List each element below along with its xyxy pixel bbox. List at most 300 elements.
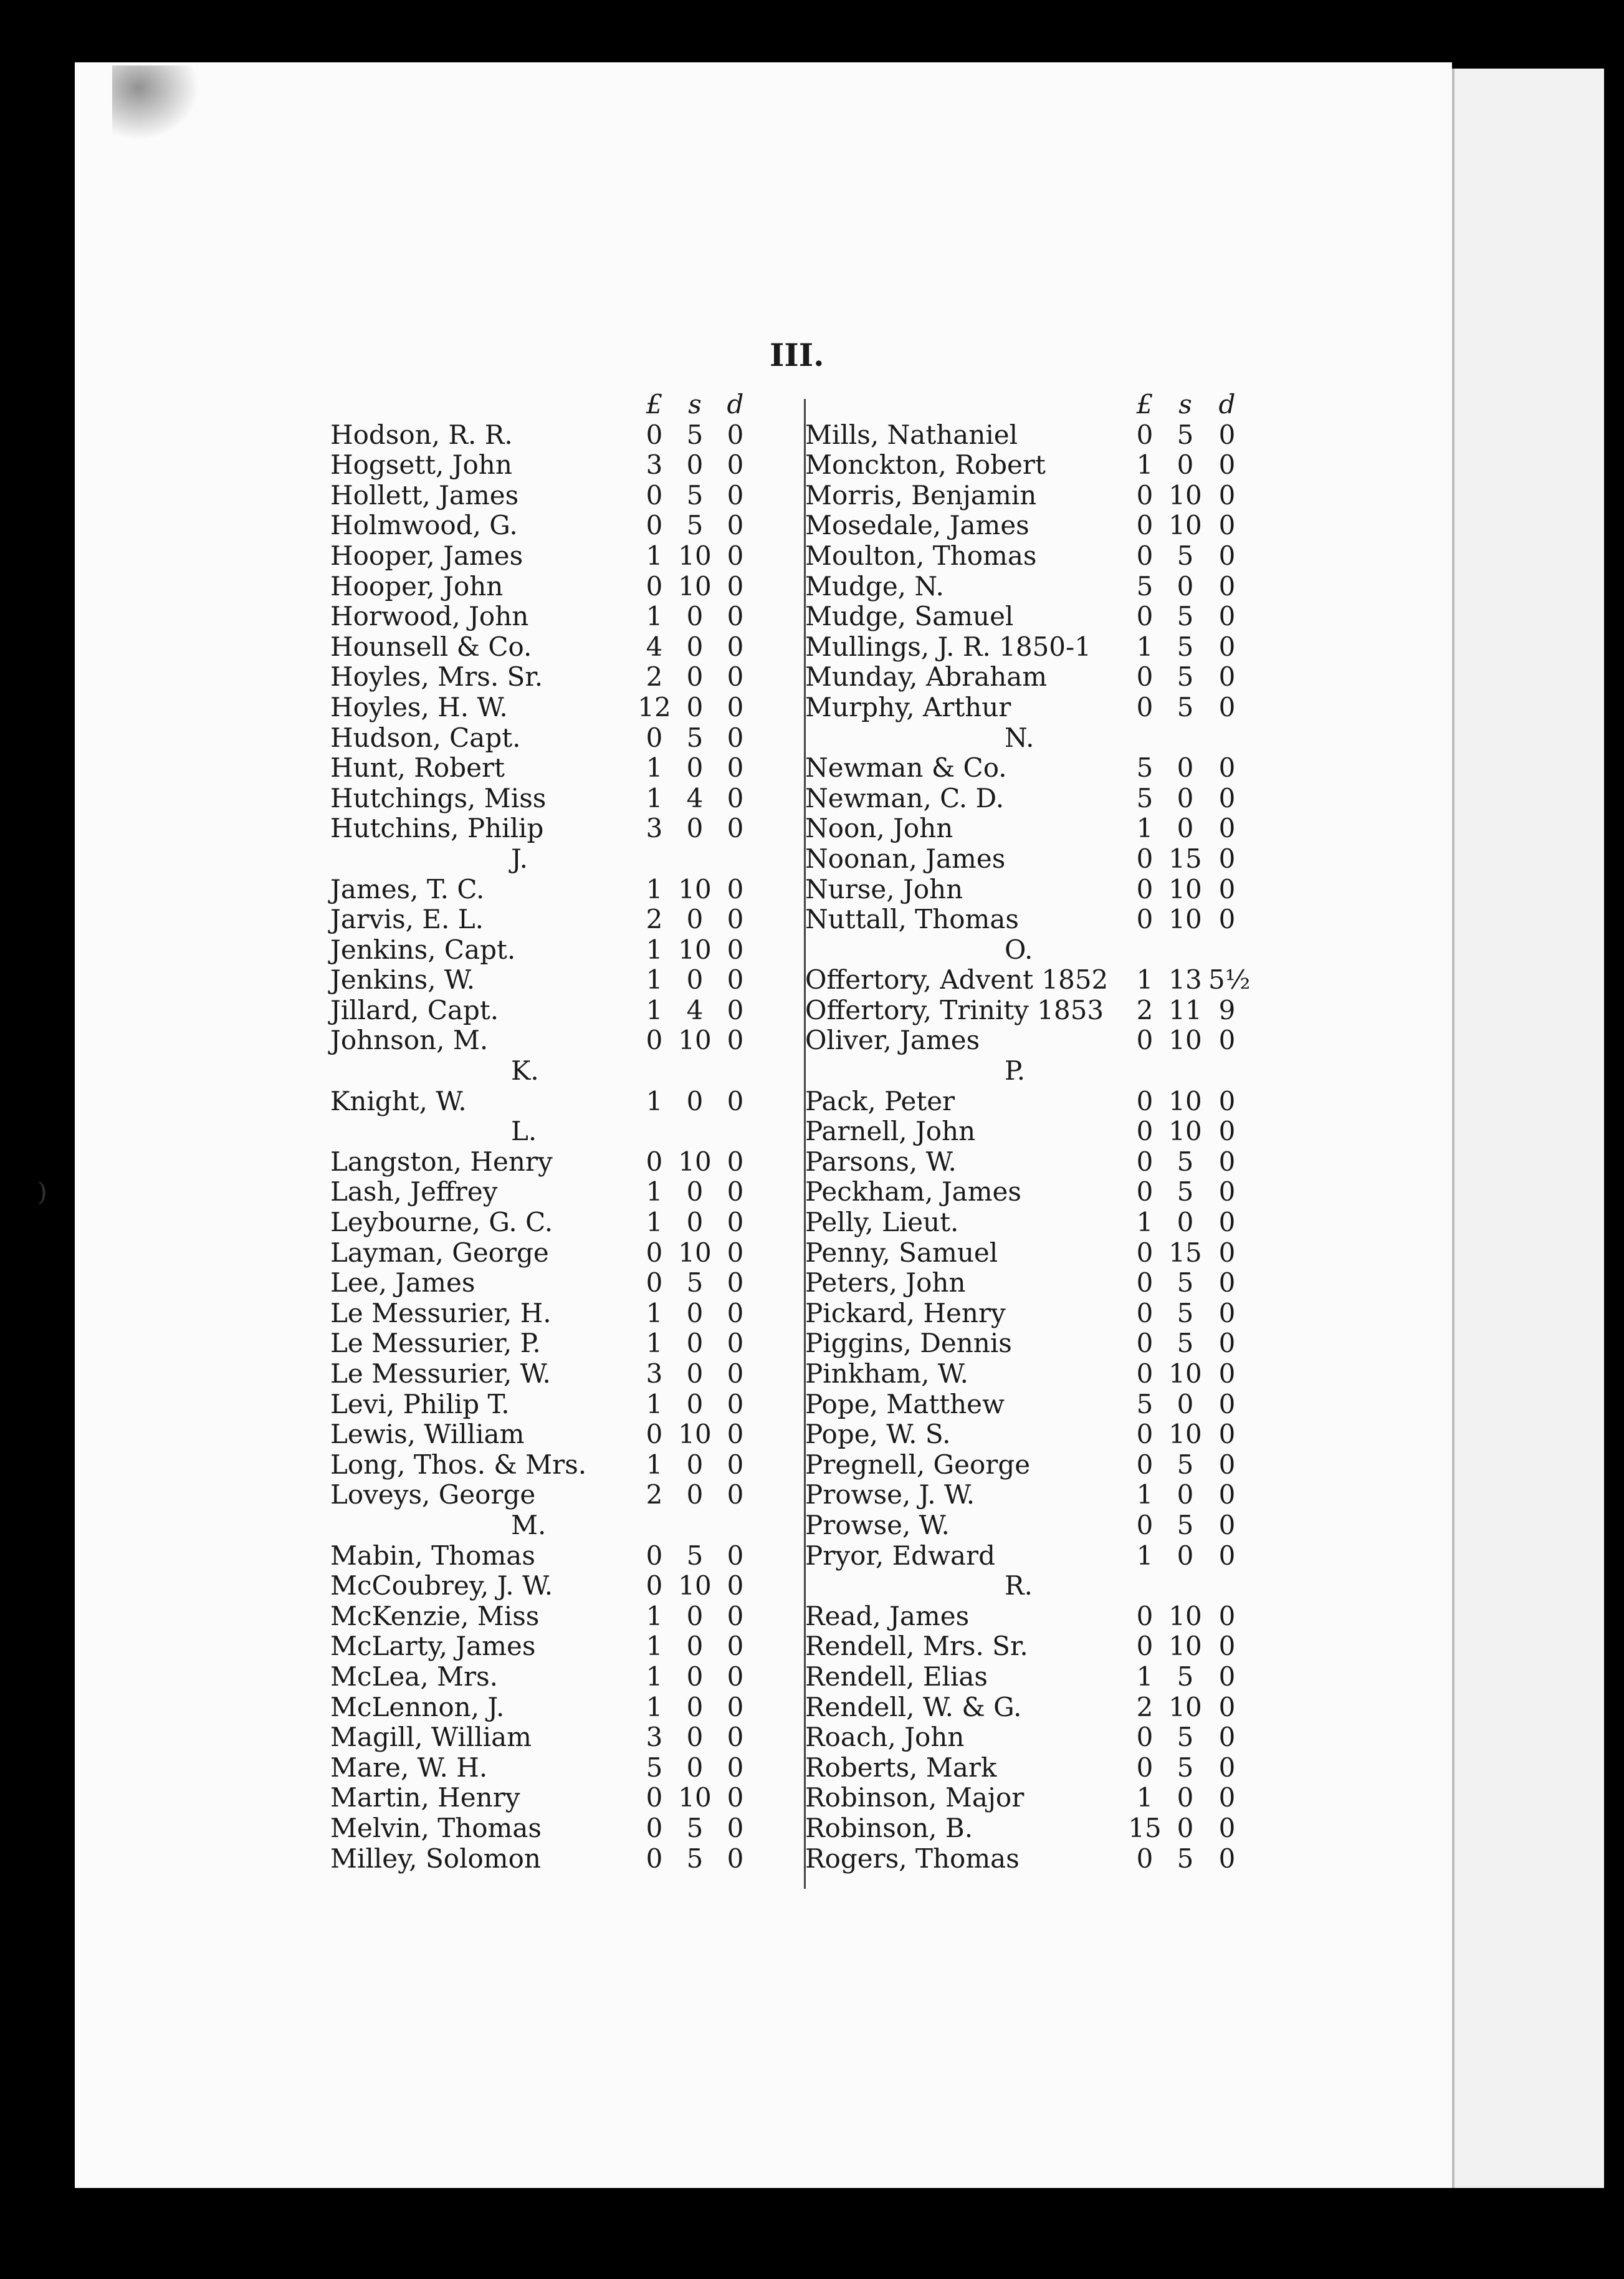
amount-pounds: 0 bbox=[1136, 1449, 1154, 1480]
amount-shillings: 10 bbox=[1168, 873, 1202, 904]
amount-pence: 0 bbox=[1218, 1661, 1236, 1692]
amount-pounds: 0 bbox=[1136, 540, 1154, 571]
amount-pounds: 0 bbox=[1136, 661, 1154, 693]
amount-shillings: 0 bbox=[1177, 449, 1194, 481]
amount-shillings: 5 bbox=[686, 1812, 704, 1843]
subscriber-name: McKenzie, Miss bbox=[330, 1600, 540, 1631]
amount-pounds: 1 bbox=[646, 1328, 663, 1359]
subscriber-name: Pelly, Lieut. bbox=[805, 1207, 959, 1238]
amount-pence: 0 bbox=[727, 1449, 744, 1480]
amount-pounds: 2 bbox=[1136, 1691, 1154, 1722]
amount-shillings: 0 bbox=[686, 691, 704, 722]
amount-shillings: 15 bbox=[1168, 843, 1202, 874]
amount-pence: 0 bbox=[1218, 1176, 1236, 1207]
amount-pounds: 0 bbox=[1136, 843, 1154, 874]
amount-pence: 0 bbox=[1218, 1146, 1236, 1177]
amount-shillings: 5 bbox=[686, 1267, 704, 1298]
subscriber-name: Holmwood, G. bbox=[330, 510, 518, 541]
amount-shillings: 10 bbox=[1168, 1025, 1202, 1056]
amount-pounds: 12 bbox=[638, 691, 671, 722]
amount-pence: 0 bbox=[727, 904, 744, 935]
subscriber-name: Noonan, James bbox=[805, 843, 1006, 874]
subscriber-name: Mudge, N. bbox=[805, 570, 944, 602]
subscriber-name: Milley, Solomon bbox=[330, 1843, 541, 1874]
amount-pounds: 0 bbox=[1136, 1843, 1154, 1874]
amount-pence: 0 bbox=[727, 782, 744, 813]
amount-pounds: 0 bbox=[646, 1146, 663, 1177]
amount-pence: 0 bbox=[1218, 419, 1236, 450]
section-letter: N. bbox=[1005, 722, 1034, 753]
amount-shillings: 0 bbox=[1177, 1782, 1194, 1813]
amount-pounds: 1 bbox=[1136, 631, 1154, 662]
page-stain bbox=[112, 65, 199, 140]
amount-shillings: 0 bbox=[686, 1661, 704, 1692]
subscriber-name: Nurse, John bbox=[805, 873, 963, 904]
amount-pence: 0 bbox=[727, 1237, 744, 1268]
amount-pounds: 1 bbox=[646, 1661, 663, 1692]
amount-pounds: 15 bbox=[1128, 1812, 1162, 1843]
amount-shillings: 10 bbox=[678, 873, 712, 904]
subscriber-name: Peters, John bbox=[805, 1267, 966, 1298]
amount-pence: 0 bbox=[1218, 1025, 1236, 1056]
subscriber-name: Hutchings, Miss bbox=[330, 782, 547, 813]
amount-shillings: 4 bbox=[686, 782, 704, 813]
amount-pounds: 1 bbox=[646, 1449, 663, 1480]
subscriber-name: Levi, Philip T. bbox=[330, 1388, 510, 1419]
amount-shillings: 0 bbox=[686, 1358, 704, 1389]
amount-pounds: 0 bbox=[646, 1540, 663, 1571]
amount-shillings: 5 bbox=[686, 722, 704, 753]
amount-pence: 0 bbox=[1218, 1540, 1236, 1571]
amount-pounds: 0 bbox=[1136, 1116, 1154, 1147]
amount-pence: 0 bbox=[1218, 752, 1236, 784]
amount-pounds: 0 bbox=[646, 510, 663, 541]
amount-pounds: 1 bbox=[646, 601, 663, 632]
amount-pence: 0 bbox=[727, 752, 744, 784]
amount-pence: 0 bbox=[1218, 691, 1236, 722]
subscriber-name: Moulton, Thomas bbox=[805, 540, 1037, 571]
amount-pence: 0 bbox=[1218, 1600, 1236, 1631]
amount-shillings: 0 bbox=[686, 964, 704, 996]
subscriber-name: Pregnell, George bbox=[805, 1449, 1031, 1480]
amount-pence: 0 bbox=[727, 1661, 744, 1692]
amount-shillings: 0 bbox=[686, 904, 704, 935]
amount-pence: 0 bbox=[727, 419, 744, 450]
amount-pence: 0 bbox=[727, 449, 744, 481]
amount-pence: 0 bbox=[1218, 1843, 1236, 1874]
subscriber-name: Hooper, John bbox=[330, 570, 504, 602]
amount-pounds: 1 bbox=[1136, 449, 1154, 481]
subscriber-name: Lash, Jeffrey bbox=[330, 1176, 498, 1207]
amount-pounds: 1 bbox=[646, 782, 663, 813]
amount-pence: 0 bbox=[727, 1843, 744, 1874]
subscriber-name: Robinson, Major bbox=[805, 1782, 1025, 1813]
subscriber-name: Read, James bbox=[805, 1600, 970, 1631]
amount-pounds: 4 bbox=[646, 631, 663, 662]
amount-pounds: 1 bbox=[1136, 1207, 1154, 1238]
subscriber-name: Martin, Henry bbox=[330, 1782, 520, 1813]
amount-shillings: 10 bbox=[678, 934, 712, 965]
margin-mark: ) bbox=[37, 1178, 47, 1207]
page-number: III. bbox=[770, 337, 824, 373]
amount-pounds: 0 bbox=[1136, 1085, 1154, 1116]
amount-pounds: 5 bbox=[1136, 752, 1154, 784]
amount-shillings: 5 bbox=[1177, 601, 1194, 632]
amount-shillings: 0 bbox=[1177, 1540, 1194, 1571]
amount-shillings: 10 bbox=[1168, 1085, 1202, 1116]
amount-shillings: 5 bbox=[686, 510, 704, 541]
amount-pence: 0 bbox=[1218, 873, 1236, 904]
amount-shillings: 5 bbox=[686, 479, 704, 511]
subscriber-name: Lewis, William bbox=[330, 1419, 525, 1450]
amount-pence: 0 bbox=[1218, 510, 1236, 541]
currency-header-pounds: £ bbox=[1136, 389, 1154, 420]
amount-pence: 0 bbox=[727, 1297, 744, 1328]
amount-pence: 0 bbox=[727, 1600, 744, 1631]
amount-shillings: 10 bbox=[678, 1782, 712, 1813]
amount-pence: 0 bbox=[727, 1176, 744, 1207]
amount-shillings: 0 bbox=[1177, 813, 1194, 844]
amount-pence: 0 bbox=[727, 1479, 744, 1510]
amount-pounds: 1 bbox=[646, 1631, 663, 1662]
amount-pounds: 0 bbox=[1136, 1600, 1154, 1631]
subscriber-name: Horwood, John bbox=[330, 601, 529, 632]
amount-shillings: 0 bbox=[686, 1752, 704, 1783]
amount-pounds: 1 bbox=[646, 1297, 663, 1328]
amount-shillings: 13 bbox=[1168, 964, 1202, 996]
amount-pounds: 0 bbox=[1136, 1328, 1154, 1359]
amount-shillings: 5 bbox=[1177, 661, 1194, 693]
amount-pence: 0 bbox=[727, 1752, 744, 1783]
amount-shillings: 10 bbox=[1168, 1419, 1202, 1450]
amount-pounds: 0 bbox=[1136, 601, 1154, 632]
amount-shillings: 5 bbox=[686, 1843, 704, 1874]
amount-pounds: 0 bbox=[1136, 1358, 1154, 1389]
amount-shillings: 4 bbox=[686, 994, 704, 1025]
amount-pounds: 1 bbox=[646, 1085, 663, 1116]
amount-shillings: 0 bbox=[686, 1479, 704, 1510]
amount-pence: 9 bbox=[1218, 994, 1236, 1025]
amount-pounds: 0 bbox=[1136, 1722, 1154, 1753]
amount-shillings: 5 bbox=[1177, 691, 1194, 722]
amount-pounds: 1 bbox=[646, 1691, 663, 1722]
subscriber-name: Murphy, Arthur bbox=[805, 691, 1011, 722]
subscriber-name: Mosedale, James bbox=[805, 510, 1029, 541]
subscriber-name: Rendell, Mrs. Sr. bbox=[805, 1631, 1028, 1662]
amount-pounds: 0 bbox=[646, 1843, 663, 1874]
subscriber-name: Nuttall, Thomas bbox=[805, 904, 1019, 935]
subscriber-name: Hunt, Robert bbox=[330, 752, 505, 784]
amount-pounds: 3 bbox=[646, 1722, 663, 1753]
amount-pence: 0 bbox=[1218, 843, 1236, 874]
section-letter: L. bbox=[511, 1116, 537, 1147]
subscriber-name: Pope, Matthew bbox=[805, 1388, 1005, 1419]
amount-pounds: 0 bbox=[646, 1812, 663, 1843]
amount-pence: 0 bbox=[1218, 1358, 1236, 1389]
amount-pence: 0 bbox=[727, 479, 744, 511]
amount-pounds: 3 bbox=[646, 449, 663, 481]
amount-pounds: 1 bbox=[646, 934, 663, 965]
amount-pounds: 5 bbox=[1136, 1388, 1154, 1419]
amount-pounds: 0 bbox=[646, 1782, 663, 1813]
amount-pounds: 0 bbox=[1136, 1419, 1154, 1450]
amount-pounds: 0 bbox=[1136, 510, 1154, 541]
facing-page-edge bbox=[1452, 69, 1604, 2188]
amount-shillings: 0 bbox=[1177, 1388, 1194, 1419]
amount-shillings: 0 bbox=[686, 1691, 704, 1722]
subscriber-name: Mare, W. H. bbox=[330, 1752, 488, 1783]
amount-pounds: 2 bbox=[1136, 994, 1154, 1025]
subscriber-name: Monckton, Robert bbox=[805, 449, 1046, 481]
section-letter: R. bbox=[1005, 1570, 1033, 1601]
subscriber-name: Parsons, W. bbox=[805, 1146, 957, 1177]
amount-shillings: 0 bbox=[686, 1085, 704, 1116]
section-letter: J. bbox=[511, 843, 528, 874]
amount-pence: 0 bbox=[727, 1540, 744, 1571]
subscriber-name: Hogsett, John bbox=[330, 449, 512, 481]
amount-pence: 0 bbox=[1218, 1449, 1236, 1480]
amount-shillings: 5 bbox=[686, 419, 704, 450]
amount-pence: 0 bbox=[1218, 631, 1236, 662]
subscriber-name: Jarvis, E. L. bbox=[330, 904, 484, 935]
section-letter: O. bbox=[1005, 934, 1033, 965]
amount-pence: 0 bbox=[727, 601, 744, 632]
subscriber-name: Mabin, Thomas bbox=[330, 1540, 535, 1571]
subscriber-name: James, T. C. bbox=[330, 873, 485, 904]
subscriber-name: Prowse, W. bbox=[805, 1509, 950, 1540]
amount-pounds: 2 bbox=[646, 661, 663, 693]
subscriber-name: Hollett, James bbox=[330, 479, 519, 511]
amount-pounds: 5 bbox=[1136, 570, 1154, 602]
subscriber-name: Leybourne, G. C. bbox=[330, 1207, 553, 1238]
subscriber-name: Hoyles, H. W. bbox=[330, 691, 508, 722]
amount-pence: 0 bbox=[1218, 1782, 1236, 1813]
amount-shillings: 10 bbox=[1168, 1600, 1202, 1631]
amount-pounds: 0 bbox=[646, 479, 663, 511]
amount-pounds: 0 bbox=[646, 419, 663, 450]
subscriber-name: Oliver, James bbox=[805, 1025, 980, 1056]
amount-shillings: 5 bbox=[1177, 1449, 1194, 1480]
amount-shillings: 5 bbox=[1177, 1509, 1194, 1540]
amount-shillings: 0 bbox=[686, 449, 704, 481]
subscriber-name: Lee, James bbox=[330, 1267, 475, 1298]
subscriber-name: Mudge, Samuel bbox=[805, 601, 1014, 632]
amount-pence: 0 bbox=[727, 1782, 744, 1813]
amount-pounds: 1 bbox=[646, 1207, 663, 1238]
amount-pounds: 1 bbox=[1136, 1479, 1154, 1510]
amount-shillings: 0 bbox=[686, 661, 704, 693]
subscriber-name: Pinkham, W. bbox=[805, 1358, 968, 1389]
subscriber-name: Rendell, Elias bbox=[805, 1661, 988, 1692]
amount-shillings: 15 bbox=[1168, 1237, 1202, 1268]
amount-pounds: 1 bbox=[646, 1600, 663, 1631]
amount-pounds: 0 bbox=[1136, 419, 1154, 450]
currency-header-shillings: s bbox=[1178, 389, 1192, 420]
amount-pence: 0 bbox=[727, 994, 744, 1025]
amount-shillings: 5 bbox=[1177, 1843, 1194, 1874]
amount-pounds: 1 bbox=[646, 752, 663, 784]
amount-pence: 0 bbox=[1218, 1479, 1236, 1510]
subscriber-name: Newman, C. D. bbox=[805, 782, 1005, 813]
amount-pounds: 3 bbox=[646, 813, 663, 844]
amount-pence: 0 bbox=[727, 873, 744, 904]
amount-shillings: 5 bbox=[1177, 631, 1194, 662]
amount-shillings: 10 bbox=[678, 1570, 712, 1601]
amount-pence: 0 bbox=[727, 1419, 744, 1450]
amount-pounds: 3 bbox=[646, 1358, 663, 1389]
amount-shillings: 5 bbox=[1177, 1267, 1194, 1298]
subscriber-name: Mullings, J. R. 1850-1 bbox=[805, 631, 1091, 662]
amount-shillings: 10 bbox=[1168, 479, 1202, 511]
subscriber-name: Penny, Samuel bbox=[805, 1237, 998, 1268]
amount-pounds: 0 bbox=[646, 1419, 663, 1450]
amount-shillings: 5 bbox=[1177, 419, 1194, 450]
amount-shillings: 10 bbox=[678, 1419, 712, 1450]
amount-pounds: 2 bbox=[646, 904, 663, 935]
amount-pence: 0 bbox=[1218, 1085, 1236, 1116]
amount-pence: 0 bbox=[727, 1358, 744, 1389]
subscriber-name: Jenkins, Capt. bbox=[330, 934, 516, 965]
amount-pounds: 0 bbox=[646, 1570, 663, 1601]
amount-shillings: 10 bbox=[1168, 1691, 1202, 1722]
amount-shillings: 0 bbox=[686, 1449, 704, 1480]
amount-shillings: 11 bbox=[1168, 994, 1202, 1025]
subscriber-name: Robinson, B. bbox=[805, 1812, 973, 1843]
amount-pence: 5½ bbox=[1208, 964, 1251, 996]
amount-pounds: 0 bbox=[1136, 1025, 1154, 1056]
subscriber-name: Peckham, James bbox=[805, 1176, 1021, 1207]
subscriber-name: Parnell, John bbox=[805, 1116, 976, 1147]
amount-shillings: 5 bbox=[686, 1540, 704, 1571]
amount-pence: 0 bbox=[1218, 1237, 1236, 1268]
subscriber-name: Prowse, J. W. bbox=[805, 1479, 975, 1510]
amount-shillings: 0 bbox=[1177, 782, 1194, 813]
subscriber-name: Melvin, Thomas bbox=[330, 1812, 542, 1843]
amount-pounds: 1 bbox=[1136, 1540, 1154, 1571]
amount-pence: 0 bbox=[1218, 479, 1236, 511]
amount-shillings: 0 bbox=[686, 1722, 704, 1753]
amount-shillings: 0 bbox=[1177, 1812, 1194, 1843]
amount-pence: 0 bbox=[1218, 601, 1236, 632]
subscriber-name: Hounsell & Co. bbox=[330, 631, 532, 662]
subscriber-name: Offertory, Advent 1852 bbox=[805, 964, 1109, 996]
amount-shillings: 0 bbox=[686, 1328, 704, 1359]
section-letter: M. bbox=[511, 1509, 547, 1540]
amount-pence: 0 bbox=[727, 934, 744, 965]
amount-pence: 0 bbox=[727, 722, 744, 753]
amount-pence: 0 bbox=[1218, 1388, 1236, 1419]
amount-pence: 0 bbox=[1218, 1116, 1236, 1147]
section-letter: P. bbox=[1005, 1055, 1026, 1087]
amount-pence: 0 bbox=[1218, 1509, 1236, 1540]
subscriber-name: Layman, George bbox=[330, 1237, 549, 1268]
amount-shillings: 0 bbox=[1177, 752, 1194, 784]
subscriber-name: Knight, W. bbox=[330, 1085, 467, 1116]
amount-shillings: 10 bbox=[1168, 1358, 1202, 1389]
amount-pence: 0 bbox=[727, 661, 744, 693]
amount-shillings: 5 bbox=[1177, 1176, 1194, 1207]
subscriber-name: Offertory, Trinity 1853 bbox=[805, 994, 1104, 1025]
subscriber-name: Roach, John bbox=[805, 1722, 965, 1753]
amount-pence: 0 bbox=[1218, 449, 1236, 481]
amount-pence: 0 bbox=[1218, 1267, 1236, 1298]
amount-pounds: 0 bbox=[646, 1237, 663, 1268]
amount-pence: 0 bbox=[727, 1025, 744, 1056]
amount-pence: 0 bbox=[727, 1267, 744, 1298]
amount-pence: 0 bbox=[727, 1085, 744, 1116]
subscriber-name: Hooper, James bbox=[330, 540, 523, 571]
subscriber-name: Noon, John bbox=[805, 813, 953, 844]
subscriber-name: Hodson, R. R. bbox=[330, 419, 513, 450]
amount-pounds: 0 bbox=[1136, 1267, 1154, 1298]
amount-shillings: 10 bbox=[678, 570, 712, 602]
amount-shillings: 0 bbox=[686, 1388, 704, 1419]
currency-header-pence: d bbox=[727, 389, 744, 420]
subscriber-name: Johnson, M. bbox=[330, 1025, 489, 1056]
amount-pence: 0 bbox=[727, 631, 744, 662]
amount-pounds: 0 bbox=[1136, 1631, 1154, 1662]
amount-pence: 0 bbox=[1218, 1297, 1236, 1328]
amount-pounds: 0 bbox=[1136, 479, 1154, 511]
amount-pounds: 0 bbox=[646, 1025, 663, 1056]
amount-pounds: 1 bbox=[646, 964, 663, 996]
amount-shillings: 0 bbox=[686, 752, 704, 784]
amount-shillings: 10 bbox=[678, 1146, 712, 1177]
subscriber-name: Newman & Co. bbox=[805, 752, 1007, 784]
amount-pence: 0 bbox=[727, 1328, 744, 1359]
subscriber-name: Rogers, Thomas bbox=[805, 1843, 1020, 1874]
amount-pounds: 0 bbox=[1136, 1146, 1154, 1177]
amount-shillings: 10 bbox=[678, 1237, 712, 1268]
subscriber-name: Jillard, Capt. bbox=[330, 994, 499, 1025]
amount-pounds: 0 bbox=[1136, 1237, 1154, 1268]
subscriber-name: Rendell, W. & G. bbox=[805, 1691, 1022, 1722]
amount-pounds: 1 bbox=[1136, 964, 1154, 996]
subscriber-name: Le Messurier, W. bbox=[330, 1358, 551, 1389]
subscriber-name: Long, Thos. & Mrs. bbox=[330, 1449, 587, 1480]
amount-shillings: 0 bbox=[1177, 570, 1194, 602]
subscriber-name: Loveys, George bbox=[330, 1479, 536, 1510]
amount-pounds: 0 bbox=[1136, 1752, 1154, 1783]
amount-pence: 0 bbox=[1218, 1419, 1236, 1450]
amount-shillings: 0 bbox=[686, 1176, 704, 1207]
amount-pounds: 0 bbox=[1136, 1176, 1154, 1207]
amount-pounds: 0 bbox=[646, 722, 663, 753]
section-letter: K. bbox=[511, 1055, 539, 1087]
amount-shillings: 0 bbox=[686, 813, 704, 844]
amount-pence: 0 bbox=[727, 510, 744, 541]
amount-shillings: 5 bbox=[1177, 1297, 1194, 1328]
subscriber-name: Pack, Peter bbox=[805, 1085, 955, 1116]
amount-shillings: 10 bbox=[1168, 1116, 1202, 1147]
subscriber-name: Roberts, Mark bbox=[805, 1752, 997, 1783]
amount-shillings: 0 bbox=[686, 1297, 704, 1328]
amount-pounds: 1 bbox=[1136, 1782, 1154, 1813]
amount-pounds: 1 bbox=[646, 994, 663, 1025]
amount-shillings: 10 bbox=[1168, 510, 1202, 541]
amount-shillings: 10 bbox=[678, 540, 712, 571]
subscriber-name: McCoubrey, J. W. bbox=[330, 1570, 553, 1601]
subscriber-name: McLea, Mrs. bbox=[330, 1661, 499, 1692]
amount-pence: 0 bbox=[727, 1388, 744, 1419]
amount-pounds: 0 bbox=[1136, 1509, 1154, 1540]
amount-pence: 0 bbox=[727, 964, 744, 996]
amount-pence: 0 bbox=[727, 1812, 744, 1843]
amount-pence: 0 bbox=[727, 1722, 744, 1753]
subscriber-name: Morris, Benjamin bbox=[805, 479, 1037, 511]
amount-pounds: 1 bbox=[646, 1176, 663, 1207]
amount-shillings: 0 bbox=[1177, 1479, 1194, 1510]
